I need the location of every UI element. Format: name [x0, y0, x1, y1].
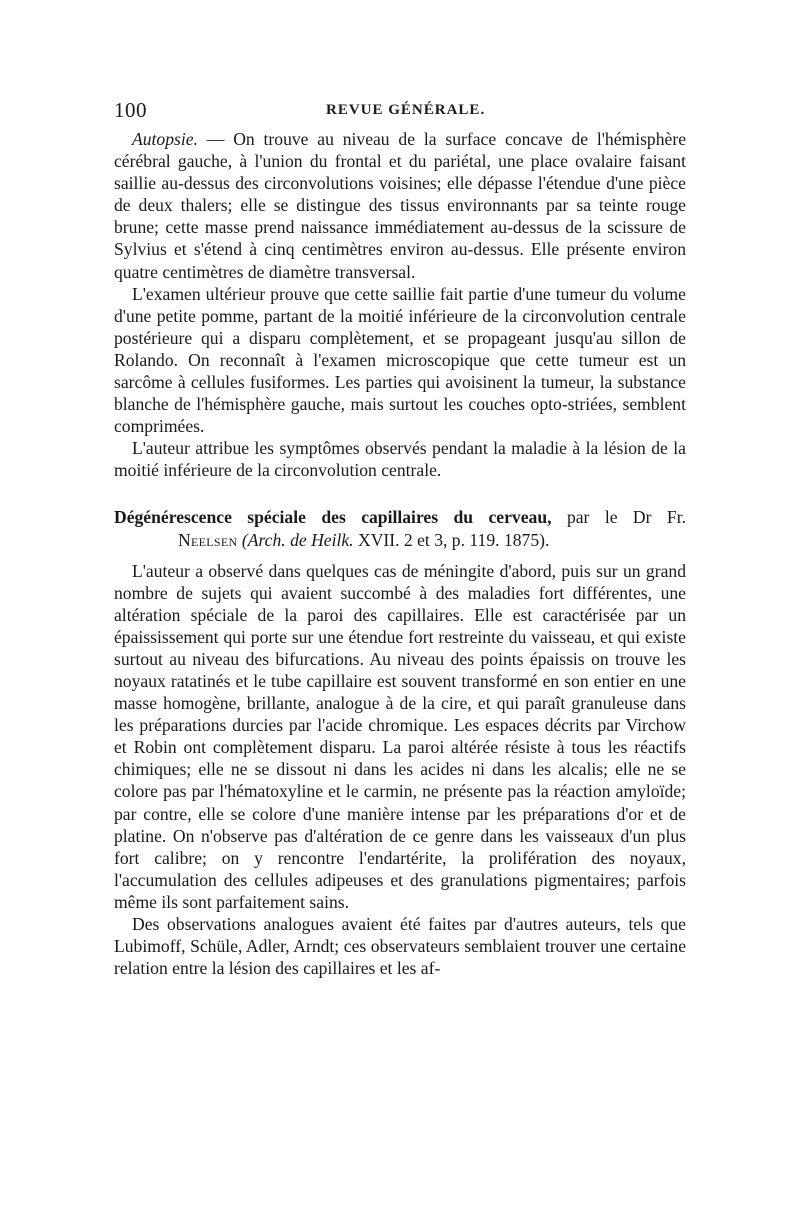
paragraph-autopsie	[114, 128, 686, 283]
paragraph-capillaires: L'auteur a observé dans quelques cas de méningite d'abord, puis sur un grand nombre de sujets qui avaient succombé à des maladies fort différentes, une altération spéciale de la paroi des capillaires. Elle est caractérisée par un épaississement qui porte sur une étendue fort restreinte du vaisseau, et qui existe surtout au niveau des bifurcations. Au niveau des points épaissis on trouve les noyaux ratatinés et le tube capillaire est souvent transformé en son entier en une masse homogène, brillante, analogue à de la cire, et qui paraît granuleuse dans les préparations durcies par l'acide chromique. Les espaces décrits par Virchow et Robin ont complètement disparu. La paroi altérée résiste à tous les réactifs chimiques; elle ne se dissout ni dans les acides ni dans les alcalis; elle ne se colore pas par l'hématoxyline et le carmin, ne présente pas la réaction amyloïde; par contre, elle se colore d'une manière intense par les préparations d'or et de platine. On n'observe pas d'altération de ce genre dans les vaisseaux d'un plus fort calibre; on y rencontre l'endartérite, la prolifération des noyaux, l'accumulation des cellules adipeuses et des granulations pigmentaires; parfois même ils sont parfaitement sains.	[114, 560, 686, 912]
page-number: 100	[114, 98, 147, 122]
paragraph-lead: Autopsie.	[132, 129, 198, 149]
page-header	[114, 98, 686, 128]
section-author: Neelsen	[178, 529, 238, 550]
document-page	[114, 98, 686, 1168]
section-source-journal: (Arch. de Heilk.	[241, 529, 354, 550]
section-author-prefix: par le Dr Fr.	[566, 506, 686, 527]
paragraph-examen: L'examen ultérieur prouve que cette saillie fait partie d'une tumeur du volume d'une petite pomme, partant de la moitié inférieure de la circonvolution centrale postérieure qui a disparu complètement, et se propageant jusqu'au sillon de Rolando. On reconnaît à l'examen microscopique que cette tumeur est un sarcôme à cellules fusiformes. Les parties qui avoisinent la tumeur, la substance blanche de l'hémisphère gauche, mais surtout les couches opto-striées, semblent comprimées.	[114, 283, 686, 437]
section-title-line	[114, 506, 686, 529]
paragraph-observations: Des observations analogues avaient été faites par d'autres auteurs, tels que Lubimoff, Schüle, Adler, Arndt; ces observateurs semblaient trouver une certaine relation entre la lésion des capillaires et les af-	[114, 914, 686, 979]
section-source-rest: XVII. 2 et 3, p. 119. 1875).	[353, 529, 550, 550]
section-source-line	[114, 529, 686, 552]
running-head: REVUE GÉNÉRALE.	[326, 102, 486, 118]
paragraph-attribution: L'auteur attribue les symptômes observés pendant la maladie à la lésion de la moitié inférieure de la circonvolution centrale.	[114, 438, 686, 481]
section-heading	[114, 506, 686, 552]
section-title: Dégénérescence spéciale des capillaires du cerveau,	[114, 506, 552, 527]
paragraph-text: — On trouve au niveau de la surface concave de l'hémisphère cérébral gauche, à l'union du frontal et du pariétal, une place ovalaire faisant saillie au-dessus des circonvolutions voisines; elle dépasse l'étendue d'une pièce de deux thalers; elle se distingue des tissus environnants par sa teinte rouge brune; cette masse prend naissance immédiatement au-dessus de la scissure de Sylvius et s'étend à cinq centimètres environ au-dessus. Elle présente environ quatre centimètres de diamètre transversal.	[114, 129, 686, 282]
